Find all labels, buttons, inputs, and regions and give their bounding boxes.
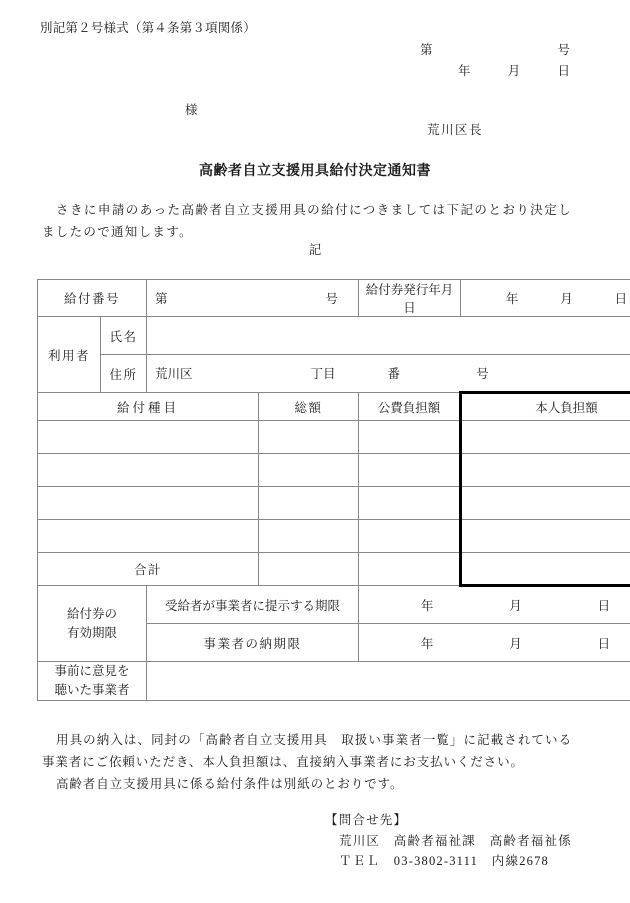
prior-opinion-field[interactable] <box>147 662 630 701</box>
document-date-line <box>458 61 570 79</box>
voucher-date-day: 日 <box>614 292 628 306</box>
ki-mark: 記 <box>308 243 322 257</box>
total-label: 合計 <box>38 553 259 586</box>
voucher-date-month: 月 <box>560 292 573 306</box>
validity-label <box>38 586 147 662</box>
validity-provider-month: 月 <box>509 636 522 651</box>
validity-recipient-label: 受給者が事業者に提示する期限 <box>147 586 359 624</box>
note-conditions: 高齢者自立支援用具に係る給付条件は別紙のとおりです。 <box>56 776 404 791</box>
table-row <box>38 421 630 454</box>
column-header-total: 総額 <box>259 393 359 421</box>
document-number-prefix: 第 <box>420 43 433 57</box>
intro-paragraph: さきに申請のあった高齢者自立支援用具の給付につきましては下記のとおり決定しましたので通知します。 <box>42 203 572 239</box>
column-header-personal-burden: 本人負担額 <box>461 393 630 421</box>
user-name-field[interactable] <box>147 317 630 355</box>
note-delivery: 用具の納入は、同封の「高齢者自立支援用具 取扱い事業者一覧」に記載されている事業者にご依頼いただき、本人負担額は、直接納入事業者にお支払いください。 <box>42 733 572 769</box>
validity-provider-date[interactable] <box>359 624 630 662</box>
benefit-number-prefix: 第 <box>155 292 168 306</box>
document-date-month: 月 <box>507 64 521 78</box>
cell-public-burden[interactable] <box>359 454 461 487</box>
benefit-decision-table <box>37 279 630 701</box>
addressee-honorific: 様 <box>185 103 198 117</box>
cell-item[interactable] <box>38 520 259 553</box>
cell-item[interactable] <box>38 421 259 454</box>
total-amount[interactable] <box>259 553 359 586</box>
validity-recipient-date[interactable] <box>359 586 630 624</box>
table-row <box>38 454 630 487</box>
notes-section <box>42 730 572 796</box>
benefit-number-field[interactable] <box>147 280 359 317</box>
cell-total[interactable] <box>259 487 359 520</box>
document-date-year: 年 <box>458 64 471 78</box>
table-row-total <box>38 553 630 586</box>
total-public-burden[interactable] <box>359 553 461 586</box>
address-go: 号 <box>476 367 489 381</box>
table-row-validity-recipient <box>38 586 630 624</box>
contact-section <box>325 810 572 872</box>
validity-recipient-month: 月 <box>509 599 522 613</box>
validity-label-line2: 有効期限 <box>67 625 118 640</box>
page-title: 高齢者自立支援用具給付決定通知書 <box>199 164 431 179</box>
column-header-item: 給付種目 <box>38 393 259 421</box>
address-chome: 丁目 <box>310 367 336 381</box>
contact-heading: 【問合せ先】 <box>325 813 408 827</box>
cell-total[interactable] <box>259 454 359 487</box>
address-ward: 荒川区 <box>155 367 193 381</box>
validity-recipient-year: 年 <box>420 599 434 613</box>
table-row-benefit-number <box>38 280 630 317</box>
document-number-suffix: 号 <box>557 43 570 57</box>
address-ban: 番 <box>387 367 401 381</box>
cell-personal-burden[interactable] <box>461 421 630 454</box>
name-label: 氏名 <box>101 317 147 355</box>
table-row <box>38 487 630 520</box>
validity-provider-day: 日 <box>597 636 611 651</box>
cell-public-burden[interactable] <box>359 487 461 520</box>
table-row-user-name <box>38 317 630 355</box>
cell-personal-burden[interactable] <box>461 454 630 487</box>
cell-item[interactable] <box>38 487 259 520</box>
total-personal-burden[interactable] <box>461 553 630 586</box>
table-row <box>38 520 630 553</box>
contact-office: 荒川区 高齢者福祉課 高齢者福祉係 <box>339 833 572 848</box>
column-header-public-burden: 公費負担額 <box>359 393 461 421</box>
prior-opinion-label <box>38 662 147 701</box>
validity-provider-label: 事業者の納期限 <box>147 624 359 662</box>
cell-public-burden[interactable] <box>359 520 461 553</box>
table-row-prior-opinion <box>38 662 630 701</box>
cell-total[interactable] <box>259 421 359 454</box>
voucher-issue-date-field[interactable] <box>461 280 630 317</box>
validity-provider-year: 年 <box>420 636 434 651</box>
cell-total[interactable] <box>259 520 359 553</box>
cell-item[interactable] <box>38 454 259 487</box>
prior-opinion-label-line2: 聴いた事業者 <box>54 682 130 697</box>
validity-recipient-day: 日 <box>597 599 611 613</box>
voucher-date-year: 年 <box>505 292 519 306</box>
table-row-user-address <box>38 355 630 393</box>
document-date-day: 日 <box>557 64 570 78</box>
benefit-number-suffix: 号 <box>325 292 339 306</box>
benefit-number-label: 給付番号 <box>38 280 147 317</box>
contact-phone: ＴＥＬ 03-3802-3111 内線2678 <box>339 854 549 869</box>
validity-label-line1: 給付券の <box>67 606 118 621</box>
cell-personal-burden[interactable] <box>461 487 630 520</box>
user-address-field[interactable] <box>147 355 630 393</box>
form-code-label: 別記第２号様式（第４条第３項関係） <box>40 21 256 35</box>
cell-personal-burden[interactable] <box>461 520 630 553</box>
table-row-amount-header <box>38 393 630 421</box>
voucher-issue-date-label: 給付券発行年月日 <box>359 280 461 317</box>
prior-opinion-label-line1: 事前に意見を <box>54 664 130 678</box>
cell-public-burden[interactable] <box>359 421 461 454</box>
user-label: 利用者 <box>38 317 101 393</box>
issuer-name: 荒川区長 <box>427 123 484 137</box>
document-number-line <box>420 40 570 58</box>
address-label: 住所 <box>101 355 147 393</box>
